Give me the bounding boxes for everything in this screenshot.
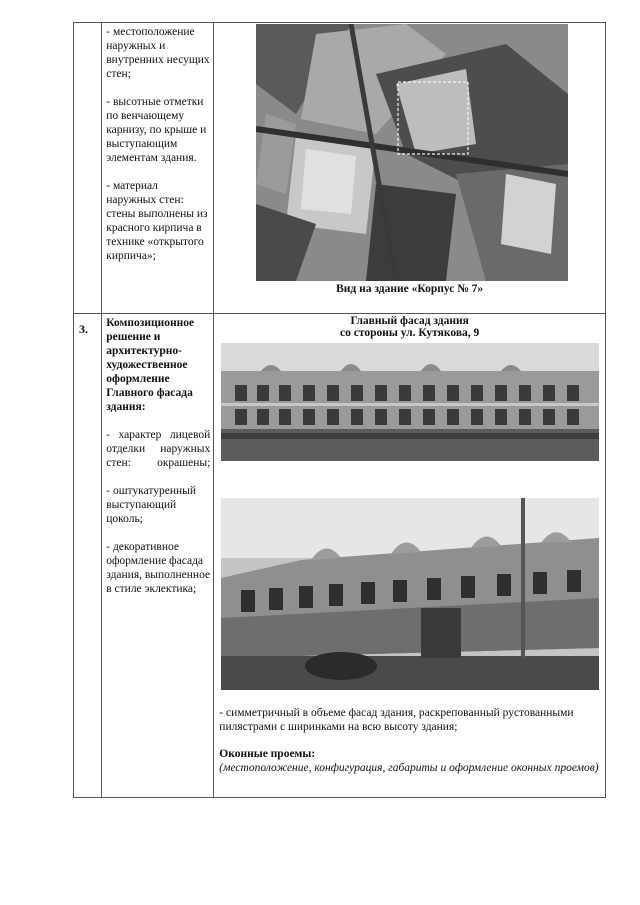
aerial-photo — [256, 24, 568, 281]
windows-note: (местоположение, конфигурация, габариты и оформление оконных проемов) — [219, 762, 599, 774]
facade-photo-1 — [221, 343, 599, 461]
table-row-continued — [74, 23, 606, 314]
list-item: - материал наружных стен: стены выполнены из красного кирпича в технике «открытого кирпича»; — [106, 180, 208, 262]
windows-heading: Оконные проемы: — [219, 748, 316, 760]
illustration-cell — [214, 314, 606, 798]
list-item: - характер лицевой отделки наружных стен: окрашены; — [106, 429, 211, 469]
photo-subtitle: со стороны ул. Кутякова, 9 — [340, 327, 480, 339]
criteria-cell — [102, 314, 214, 798]
row-number-cell — [74, 314, 102, 798]
row-number-cell — [74, 23, 102, 314]
list-item: - оштукатуренный выступающий цоколь; — [106, 485, 197, 525]
list-item: - высотные отметки по венчающему карнизу, по крыше и выступающим элементам здания. — [106, 96, 207, 164]
photo-caption: Вид на здание «Корпус № 7» — [336, 283, 484, 295]
facade-photo-2 — [221, 498, 599, 690]
photo-title: Главный фасад здания — [350, 315, 469, 327]
description-text: - симметричный в объеме фасад здания, раскрепованный рустованными пилястрами с ширинками на всю высоту здания; — [219, 707, 574, 733]
object-description-table — [73, 22, 606, 798]
list-item: - декоративное оформление фасада здания, выполненное в стиле эклектика; — [106, 541, 211, 595]
section-heading: Композиционное решение и архитектурно-художественное оформление Главного фасада здания: — [106, 317, 195, 413]
table-row-3 — [74, 314, 606, 798]
row-number: 3. — [79, 322, 88, 336]
criteria-cell — [102, 23, 214, 314]
illustration-cell — [214, 23, 606, 314]
facade-description — [214, 706, 605, 775]
list-item: - местоположение наружных и внутренних несущих стен; — [106, 26, 210, 80]
